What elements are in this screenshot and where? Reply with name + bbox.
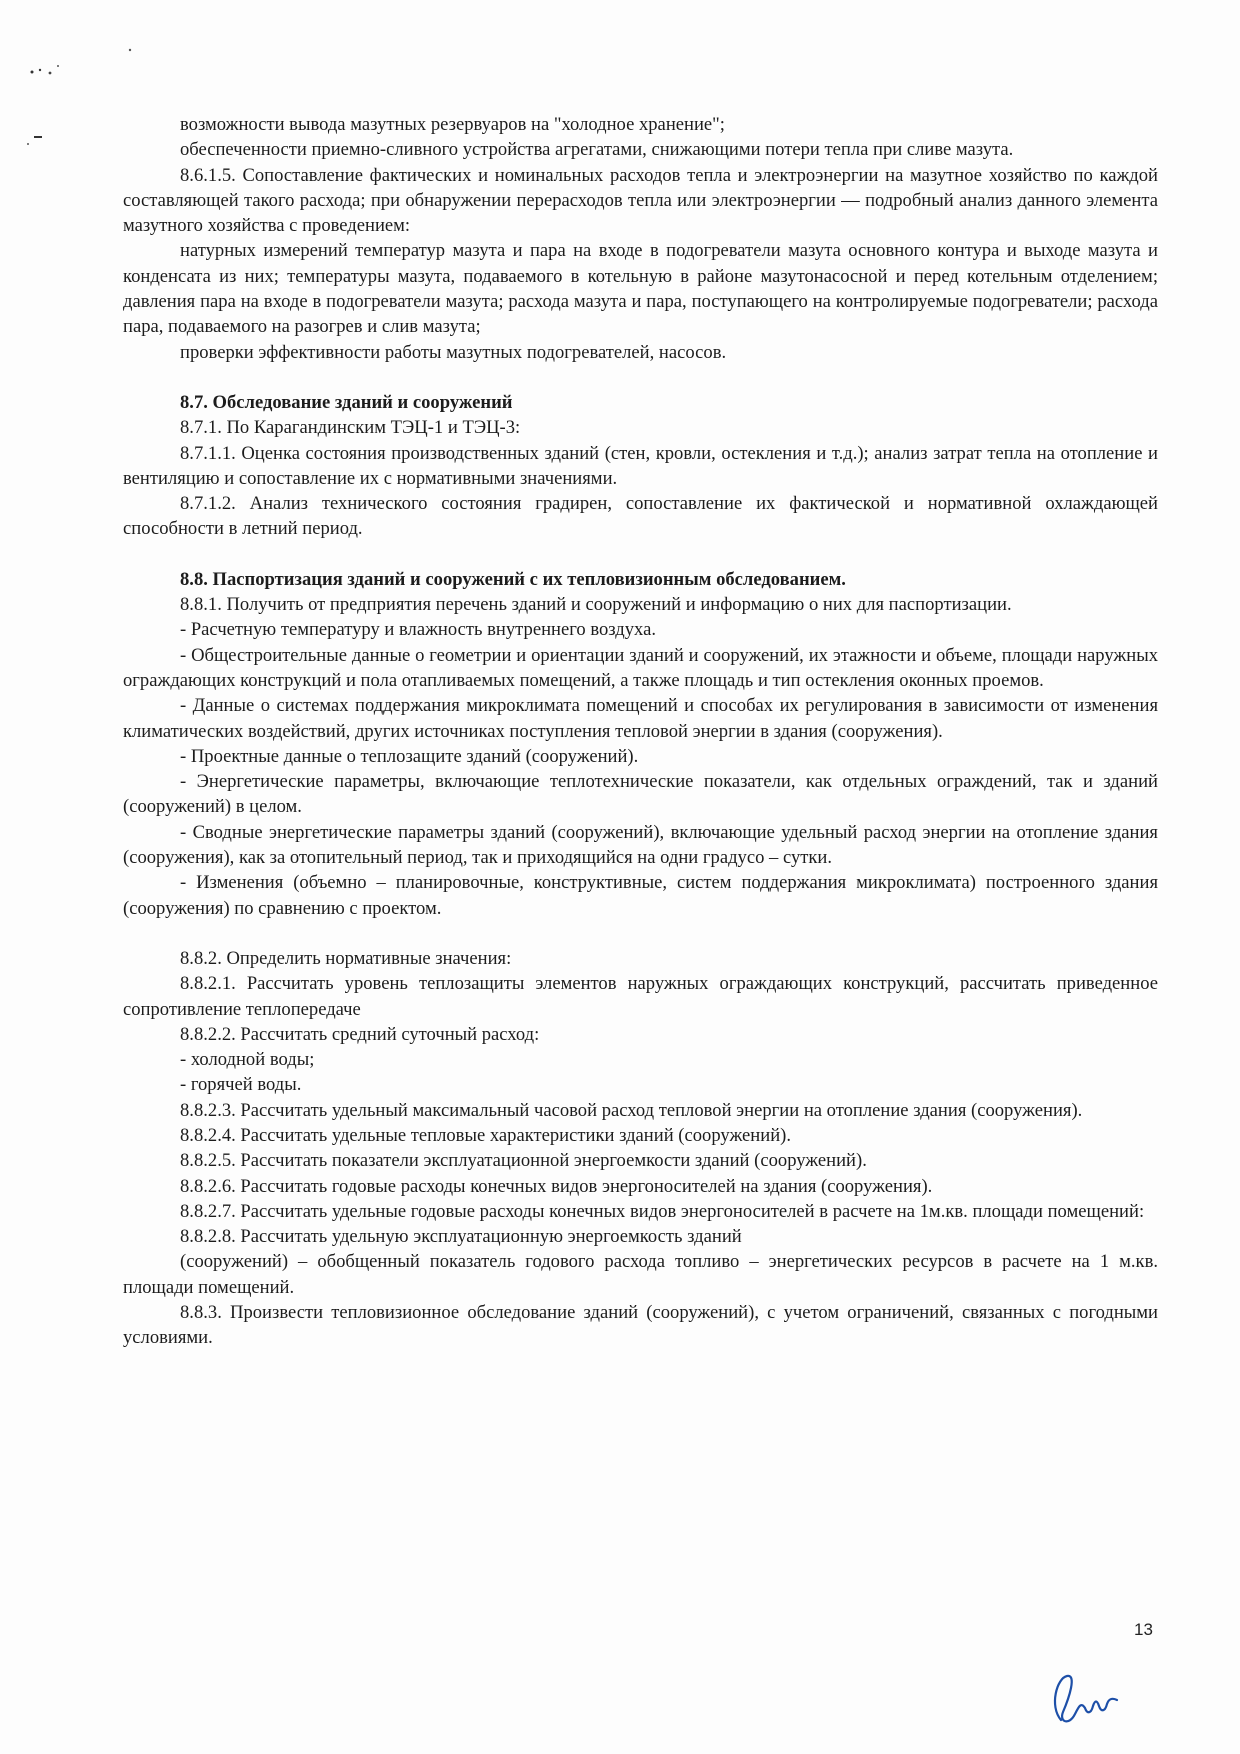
paragraph: (сооружений) – обобщенный показатель годового расхода топливо – энергетических ресурсов в расчете на 1 м.кв. площади помещений. — [123, 1251, 1158, 1298]
paragraph: 8.8.2.3. Рассчитать удельный максимальный часовой расход тепловой энергии на отопление здания (сооружения). — [180, 1099, 1083, 1121]
paragraph: 8.6.1.5. Сопоставление фактических и номинальных расходов тепла и электроэнергии на мазутное хозяйство по каждой составляющей такого расхода; при обнаружении перерасходов тепла или электроэнергии — подробный анализ данного элемента мазутного хозяйства с проведением: — [123, 164, 1158, 237]
paragraph: 8.8.2.8. Рассчитать удельную эксплуатационную энергоемкость зданий — [180, 1226, 742, 1248]
paragraph: обеспеченности приемно-сливного устройства агрегатами, снижающими потери тепла при сливе мазута. — [180, 139, 1014, 161]
paragraph: 8.8.2.2. Рассчитать средний суточный расход: — [180, 1023, 540, 1045]
paragraph: - Проектные данные о теплозащите зданий (сооружений). — [180, 745, 639, 767]
paragraph: - Расчетную температуру и влажность внутреннего воздуха. — [180, 619, 657, 641]
paragraph: 8.8.2.1. Рассчитать уровень теплозащиты элементов наружных ограждающих конструкций, рассчитать приведенное сопротивление теплопередаче — [123, 973, 1158, 1020]
paragraph: 8.7.1.1. Оценка состояния производственных зданий (стен, кровли, остекления и т.д.); анализ затрат тепла на отопление и вентиляцию и сопоставление их с нормативными значениями. — [123, 442, 1158, 489]
paragraph: 8.7.1.2. Анализ технического состояния градирен, сопоставление их фактической и нормативной охлаждающей способности в летний период. — [123, 493, 1158, 540]
paragraph: - Общестроительные данные о геометрии и ориентации зданий и сооружений, их этажности и объеме, площади наружных ограждающих конструкций и пола отапливаемых помещений, а также площадь и тип остекления оконных проемов. — [123, 644, 1158, 691]
paragraph: - холодной воды; — [180, 1049, 315, 1071]
paragraph: - Данные о системах поддержания микроклимата помещений и способах их регулирования в зависимости от изменения климатических воздействий, других источниках поступления тепловой энергии в здания (сооружения). — [123, 695, 1158, 742]
paragraph-spacer — [123, 921, 1158, 946]
paragraph: 8.8.3. Произвести тепловизионное обследование зданий (сооружений), с учетом ограничений, связанных с погодными условиями. — [123, 1302, 1158, 1349]
paragraph: 8.8.2. Определить нормативные значения: — [180, 947, 512, 969]
signature-initials — [1047, 1668, 1127, 1730]
section-heading: 8.7. Обследование зданий и сооружений — [180, 391, 513, 413]
paragraph: 8.7.1. По Карагандинским ТЭЦ-1 и ТЭЦ-3: — [180, 417, 521, 439]
section-heading: 8.8. Паспортизация зданий и сооружений с их тепловизионным обследованием. — [180, 568, 846, 590]
paragraph: 8.8.2.7. Рассчитать удельные годовые расходы конечных видов энергоносителей в расчете на 1м.кв. площади помещений: — [180, 1200, 1145, 1222]
page-number: 13 — [1134, 1620, 1153, 1639]
document-body — [123, 112, 1158, 1351]
paragraph-spacer — [123, 542, 1158, 567]
paragraph: натурных измерений температур мазута и пара на входе в подогреватели мазута основного контура и выходе мазута и конденсата из них; температуры мазута, подаваемого в котельную в районе мазутонасосной и перед котельным отделением; давления пара на входе в подогреватели мазута; расхода мазута и пара, поступающего на контролируемые подогреватели; расхода пара, подаваемого на разогрев и слив мазута; — [123, 240, 1158, 338]
paragraph: 8.8.2.5. Рассчитать показатели эксплуатационной энергоемкости зданий (сооружений). — [180, 1150, 867, 1172]
paragraph: 8.8.2.6. Рассчитать годовые расходы конечных видов энергоносителей на здания (сооружения). — [180, 1175, 933, 1197]
paragraph: проверки эффективности работы мазутных подогревателей, насосов. — [180, 341, 727, 363]
paragraph: 8.8.2.4. Рассчитать удельные тепловые характеристики зданий (сооружений). — [180, 1124, 791, 1146]
paragraph: возможности вывода мазутных резервуаров на "холодное хранение"; — [180, 114, 725, 135]
paragraph: - Изменения (объемно – планировочные, конструктивные, систем поддержания микроклимата) построенного здания (сооружения) по сравнению с проектом. — [123, 872, 1158, 919]
paragraph: - Сводные энергетические параметры зданий (сооружений), включающие удельный расход энергии на отопление здания (сооружения), как за отопительный период, так и приходящийся на одни градусо – сутки. — [123, 821, 1158, 869]
paragraph: - Энергетические параметры, включающие теплотехнические показатели, как отдельных ограждений, так и зданий (сооружений) в целом. — [123, 771, 1158, 818]
paragraph: 8.8.1. Получить от предприятия перечень зданий и сооружений и информацию о них для паспортизации. — [180, 594, 1012, 616]
paragraph: - горячей воды. — [180, 1074, 302, 1096]
paragraph-spacer — [123, 365, 1158, 390]
